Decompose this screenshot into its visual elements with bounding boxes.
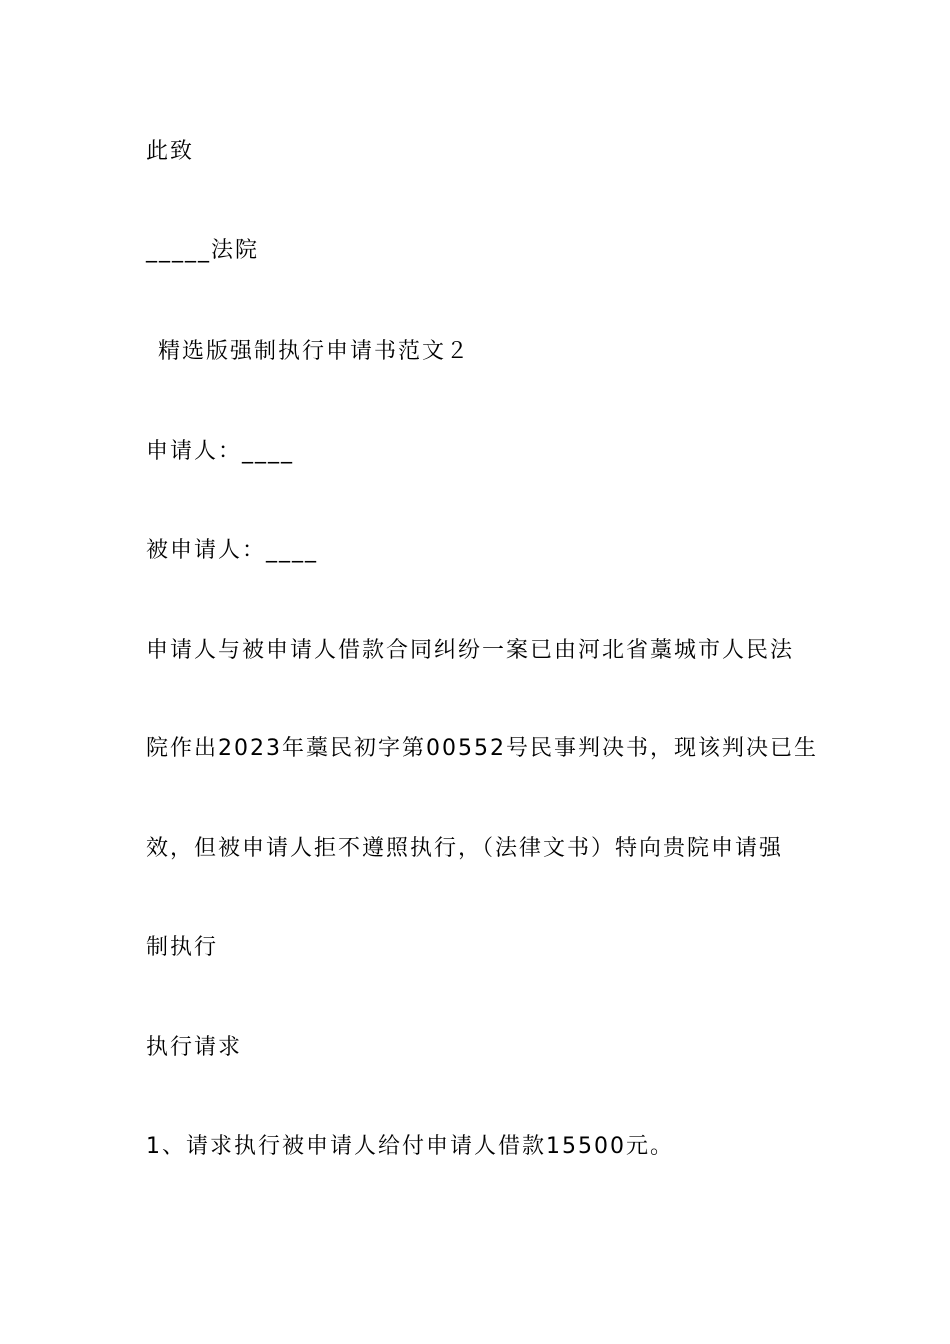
closing-text: 此致 xyxy=(146,139,195,164)
respondent-line: 被申请人：____ xyxy=(146,538,319,563)
applicant-line: 申请人：____ xyxy=(146,439,295,464)
body-line-3: 效，但被申请人拒不遵照执行，（法律文书）特向贵院申请强 xyxy=(146,836,784,861)
section-heading: 执行请求 xyxy=(146,1035,243,1060)
court-line: _____法院 xyxy=(146,238,260,263)
body-line-1: 申请人与被申请人借款合同纠纷一案已由河北省藁城市人民法 xyxy=(146,638,795,663)
document-title: 精选版强制执行申请书范文２ xyxy=(158,339,471,364)
request-item-1: 1、请求执行被申请人给付申请人借款15500元。 xyxy=(146,1134,674,1159)
body-line-4: 制执行 xyxy=(146,935,219,960)
body-line-2: 院作出2023年藁民初字第00552号民事判决书，现该判决已生 xyxy=(146,736,818,761)
